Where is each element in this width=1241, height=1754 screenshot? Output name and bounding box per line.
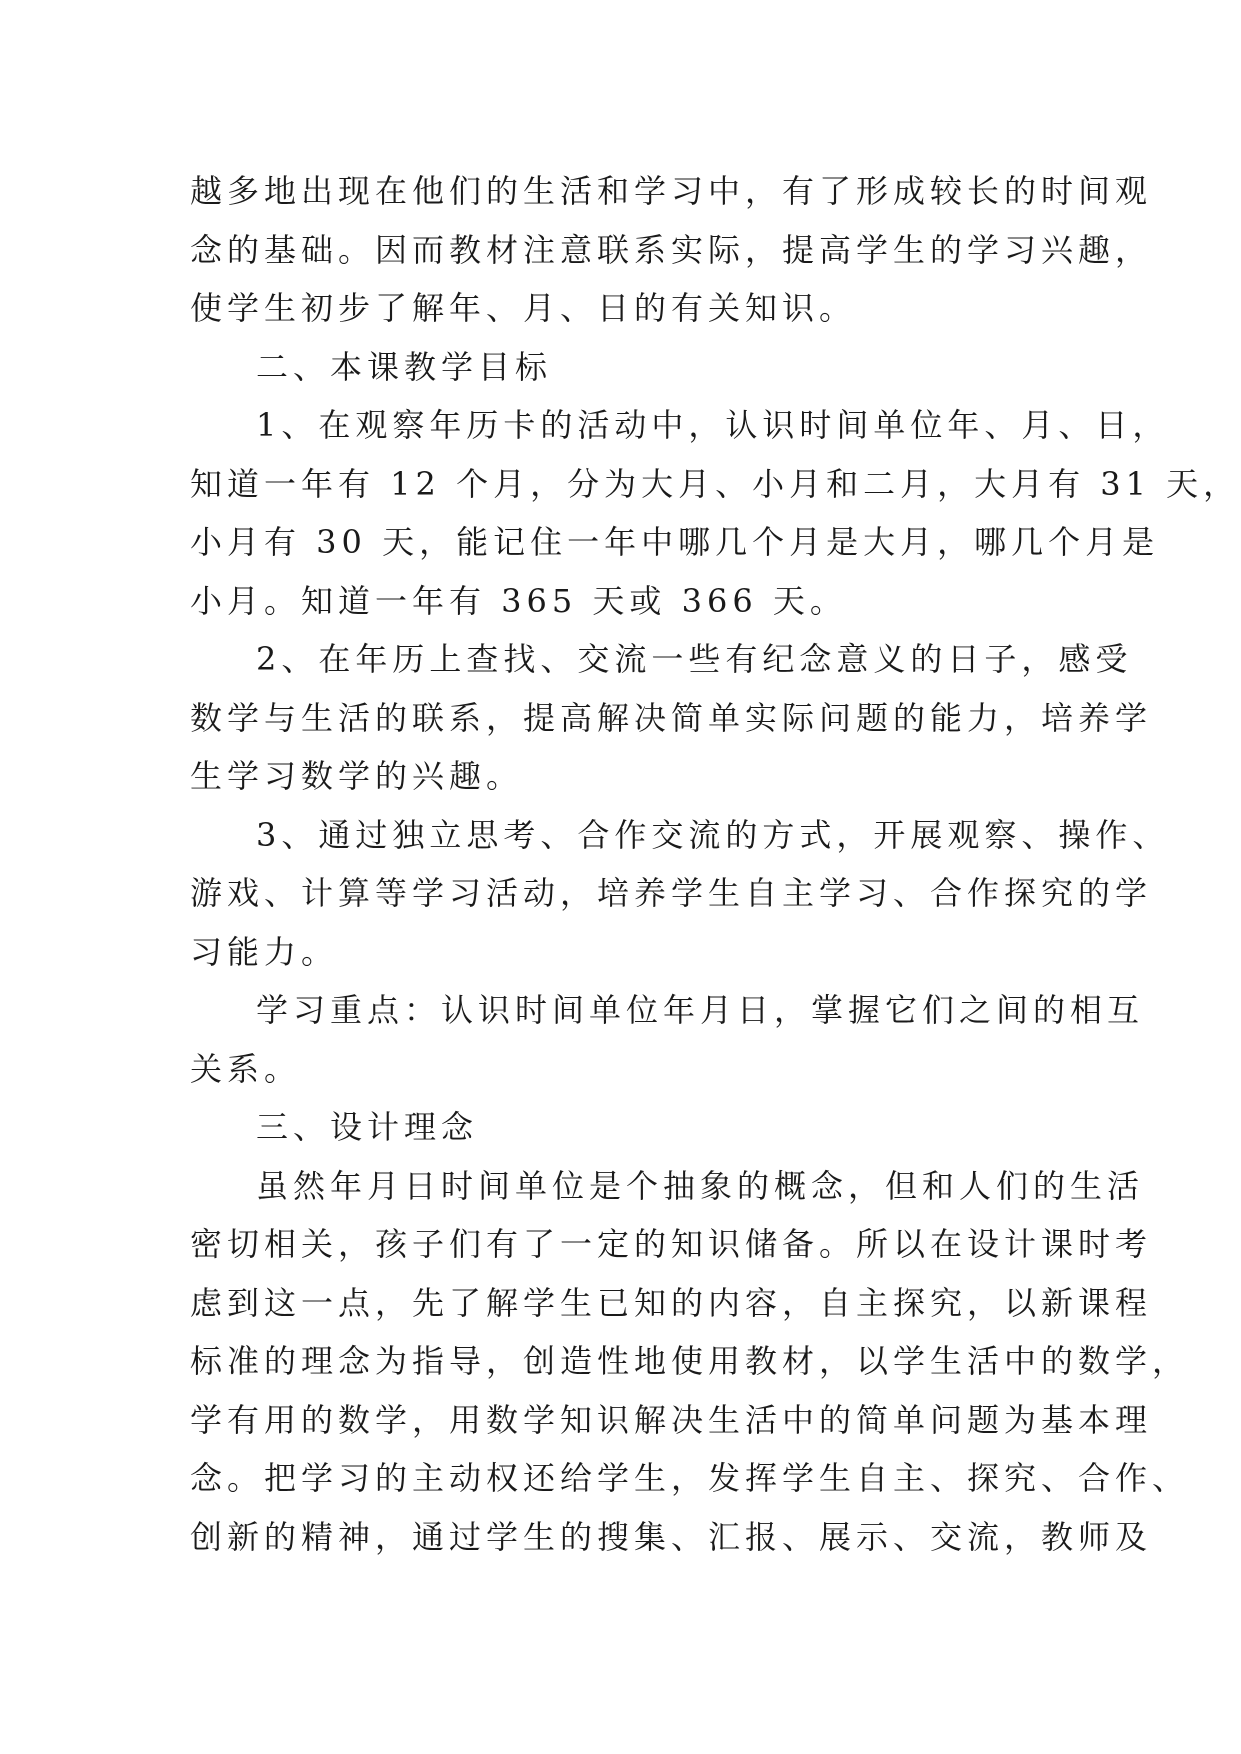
text-line: 小月。知道一年有 365 天或 366 天。 bbox=[190, 581, 847, 620]
text-line: 2、在年历上查找、交流一些有纪念意义的日子，感受 bbox=[256, 640, 1133, 678]
body-text bbox=[190, 162, 1241, 1566]
section-heading: 三、设计理念 bbox=[256, 1108, 479, 1146]
section-heading: 二、本课教学目标 bbox=[256, 347, 553, 386]
text-line: 生学习数学的兴趣。 bbox=[190, 757, 524, 795]
text-line: 关系。 bbox=[190, 1049, 302, 1088]
text-line: 虑到这一点，先了解学生已知的内容，自主探究，以新课程 bbox=[190, 1283, 1153, 1322]
text-line: 小月有 30 天，能记住一年中哪几个月是大月，哪几个月是 bbox=[190, 523, 1160, 561]
text-line: 念。把学习的主动权还给学生，发挥学生自主、探究、合作、 bbox=[190, 1459, 1190, 1497]
text-line: 3、通过独立思考、合作交流的方式，开展观察、操作、 bbox=[256, 815, 1170, 854]
text-line: 游戏、计算等学习活动，培养学生自主学习、合作探究的学 bbox=[190, 874, 1153, 912]
text-line: 1、在观察年历卡的活动中，认识时间单位年、月、日， bbox=[256, 406, 1170, 444]
text-line: 使学生初步了解年、月、日的有关知识。 bbox=[190, 289, 857, 327]
text-line: 虽然年月日时间单位是个抽象的概念，但和人们的生活 bbox=[256, 1166, 1145, 1205]
text-line: 创新的精神，通过学生的搜集、汇报、展示、交流，教师及 bbox=[190, 1517, 1153, 1556]
text-line: 念的基础。因而教材注意联系实际，提高学生的学习兴趣， bbox=[190, 230, 1153, 269]
text-line: 学有用的数学，用数学知识解决生活中的简单问题为基本理 bbox=[190, 1400, 1153, 1439]
text-line: 密切相关，孩子们有了一定的知识储备。所以在设计课时考 bbox=[190, 1225, 1153, 1263]
text-line: 知道一年有 12 个月，分为大月、小月和二月，大月有 31 天， bbox=[190, 464, 1241, 503]
text-line: 越多地出现在他们的生活和学习中，有了形成较长的时间观 bbox=[190, 172, 1153, 210]
text-line: 数学与生活的联系，提高解决简单实际问题的能力，培养学 bbox=[190, 698, 1153, 737]
text-line: 标准的理念为指导，创造性地使用教材，以学生活中的数学， bbox=[190, 1342, 1190, 1380]
text-line: 习能力。 bbox=[190, 932, 339, 971]
text-line: 学习重点：认识时间单位年月日，掌握它们之间的相互 bbox=[256, 991, 1145, 1029]
